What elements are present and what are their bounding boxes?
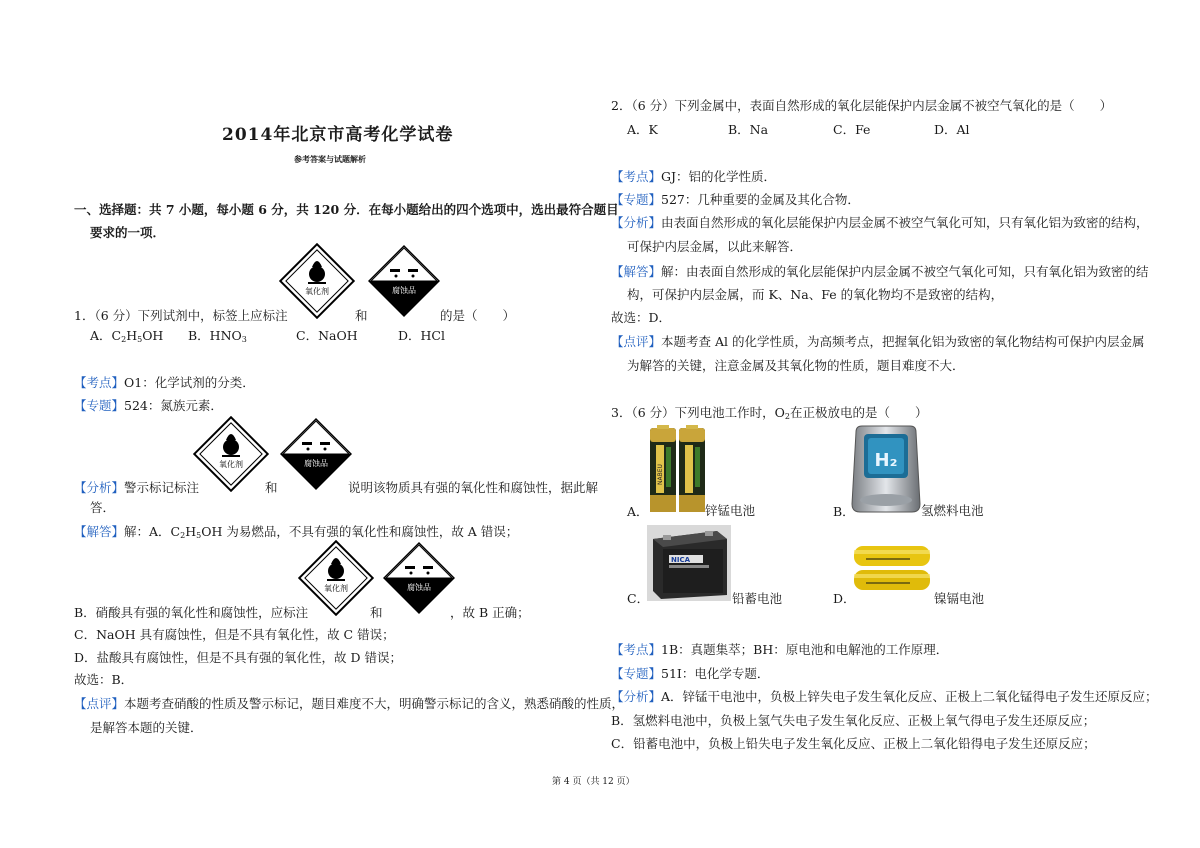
svg-text:氧化剂: 氧化剂 <box>324 584 348 593</box>
svg-text:NABEU: NABEU <box>657 464 664 485</box>
q3-stem: 3．（6 分）下列电池工作时，$O_2$在正极放电的是（ ） <box>611 405 928 421</box>
fenxi-line-end: 说明该物质具有强的氧化性和腐蚀性，据此解 <box>348 480 599 495</box>
answer-line-c: C．NaOH 具有腐蚀性，但是不具有氧化性，故 C 错误； <box>74 627 395 642</box>
svg-text:腐蚀品: 腐蚀品 <box>407 583 431 592</box>
oxidizer-sign-icon <box>279 243 355 323</box>
jieda-line: 【解答】解：A．$C_2H_5OH$ 为易燃品，不具有强的氧化性和腐蚀性，故 A 错误； <box>74 524 519 540</box>
q1-stem: 1．（6 分）下列试剂中，标签上应标注 <box>74 308 288 323</box>
page-title: 2014年北京市高考化学试卷 <box>222 125 454 145</box>
corrosive-sign-icon <box>366 243 442 323</box>
fenxi-line: 【分析】警示标记标注 <box>74 480 200 495</box>
q2-stem: 2．（6 分）下列金属中，表面自然形成的氧化层能保护内层金属不被空气氧化的是（ ） <box>611 98 1113 113</box>
dianping-line: 【点评】本题考查硝酸的性质及警示标记，题目难度不大，明确警示标记的含义，熟悉硝酸的性质， <box>74 696 625 711</box>
oxidizer-sign-icon <box>193 416 269 496</box>
dianping-cont: 为解答的关键，注意金属及其氧化物的性质，题目难度不大． <box>627 358 965 373</box>
q3-option-d: D． <box>833 591 856 606</box>
q1-stem-end: 的是（ ） <box>440 308 516 323</box>
zhuanti-line: 【专题】524：氮族元素． <box>74 398 223 413</box>
svg-text:NICA: NICA <box>671 556 691 564</box>
dianping-cont: 是解答本题的关键． <box>90 720 203 735</box>
section-heading-cont: 要求的一项． <box>90 225 166 240</box>
q1-option-b: B．$HNO_3$ <box>188 328 247 344</box>
q3-option-b-label: 氢燃料电池 <box>921 503 984 518</box>
final-answer: 故选：B． <box>74 672 134 687</box>
q3-option-a-label: 锌锰电池 <box>705 503 756 518</box>
svg-text:腐蚀品: 腐蚀品 <box>304 459 328 468</box>
oxidizer-sign-icon <box>298 540 374 620</box>
corrosive-sign-icon <box>278 416 354 496</box>
q1-and: 和 <box>355 308 368 323</box>
answer-line-d: D．盐酸具有腐蚀性，但是不具有强的氧化性，故 D 错误； <box>74 650 402 665</box>
q1-option-c: C．NaOH <box>296 328 358 343</box>
answer-line-b-and: 和 <box>370 605 383 620</box>
svg-text:腐蚀品: 腐蚀品 <box>392 286 416 295</box>
hydrogen-fuel-cell-image <box>848 424 924 520</box>
q3-option-a: A． <box>627 504 649 519</box>
q2-option-a: A．K <box>627 122 658 137</box>
fenxi-cont: 可保护内层金属，以此来解答． <box>627 239 803 254</box>
fenxi-line-q3-b: B．氢燃料电池中，负极上氢气失电子发生氧化反应、正极上氧气得电子发生还原反应； <box>611 713 1096 728</box>
fenxi-line: 【分析】由表面自然形成的氧化层能保护内层金属不被空气氧化可知，只有氧化铝为致密的结构， <box>611 215 1149 230</box>
q1-option-a: A．$C_2H_5OH$ <box>90 328 164 344</box>
jieda-line: 【解答】解：由表面自然形成的氧化层能保护内层金属不被空气氧化可知，只有氧化铝为致密的结 <box>611 264 1149 279</box>
answer-line-b-end: ，故 B 正确； <box>450 605 530 620</box>
nickel-cadmium-battery-image <box>852 532 932 604</box>
corrosive-sign-icon <box>381 540 457 620</box>
fenxi-line-q3: 【分析】A．锌锰干电池中，负极上锌失电子发生氧化反应、正极上二氧化锰得电子发生还原反应； <box>611 689 1158 704</box>
q2-option-b: B．Na <box>728 122 769 137</box>
svg-text:H₂: H₂ <box>874 450 898 471</box>
zhuanti-line: 【专题】527：几种重要的金属及其化合物． <box>611 192 860 207</box>
answer-line-b: B．硝酸具有强的氧化性和腐蚀性，应标注 <box>74 605 309 620</box>
final-answer: 故选：D． <box>611 310 672 325</box>
zhuanti-line-q3: 【专题】51I：电化学专题． <box>611 666 770 681</box>
q3-option-d-label: 镍镉电池 <box>934 591 985 606</box>
fenxi-cont: 答． <box>90 500 116 515</box>
lead-acid-battery-image <box>647 525 731 605</box>
q2-option-d: D．Al <box>934 122 970 137</box>
q3-option-b: B． <box>833 504 855 519</box>
svg-text:氧化剂: 氧化剂 <box>305 287 329 296</box>
kaodian-line-q3: 【考点】1B：真题集萃；BH：原电池和电解池的工作原理． <box>611 642 949 657</box>
kaodian-line: 【考点】O1：化学试剂的分类． <box>74 375 255 390</box>
page-footer: 第 4 页（共 12 页） <box>552 777 635 787</box>
page-subtitle: 参考答案与试题解析 <box>294 154 366 164</box>
q3-option-c: C． <box>627 591 650 606</box>
q1-option-d: D．HCl <box>398 328 445 343</box>
q2-option-c: C．Fe <box>833 122 871 137</box>
zinc-manganese-battery-image <box>648 425 708 519</box>
jieda-cont: 构，可保护内层金属，而 K、Na、Fe 的氧化物均不是致密的结构， <box>627 287 1004 302</box>
svg-text:氧化剂: 氧化剂 <box>219 460 243 469</box>
q3-option-c-label: 铅蓄电池 <box>732 591 783 606</box>
fenxi-line-q3-c: C．铅蓄电池中，负极上铅失电子发生氧化反应、正极上二氧化铅得电子发生还原反应； <box>611 736 1096 751</box>
fenxi-and: 和 <box>265 480 278 495</box>
section-heading: 一、选择题：共 7 小题，每小题 6 分，共 120 分．在每小题给出的四个选项中，选出最符合题目 <box>74 202 619 217</box>
kaodian-line: 【考点】GJ：铝的化学性质． <box>611 169 777 184</box>
dianping-line: 【点评】本题考查 Al 的化学性质，为高频考点，把握氧化铝为致密的氧化物结构可保护内层金属 <box>611 334 1145 349</box>
